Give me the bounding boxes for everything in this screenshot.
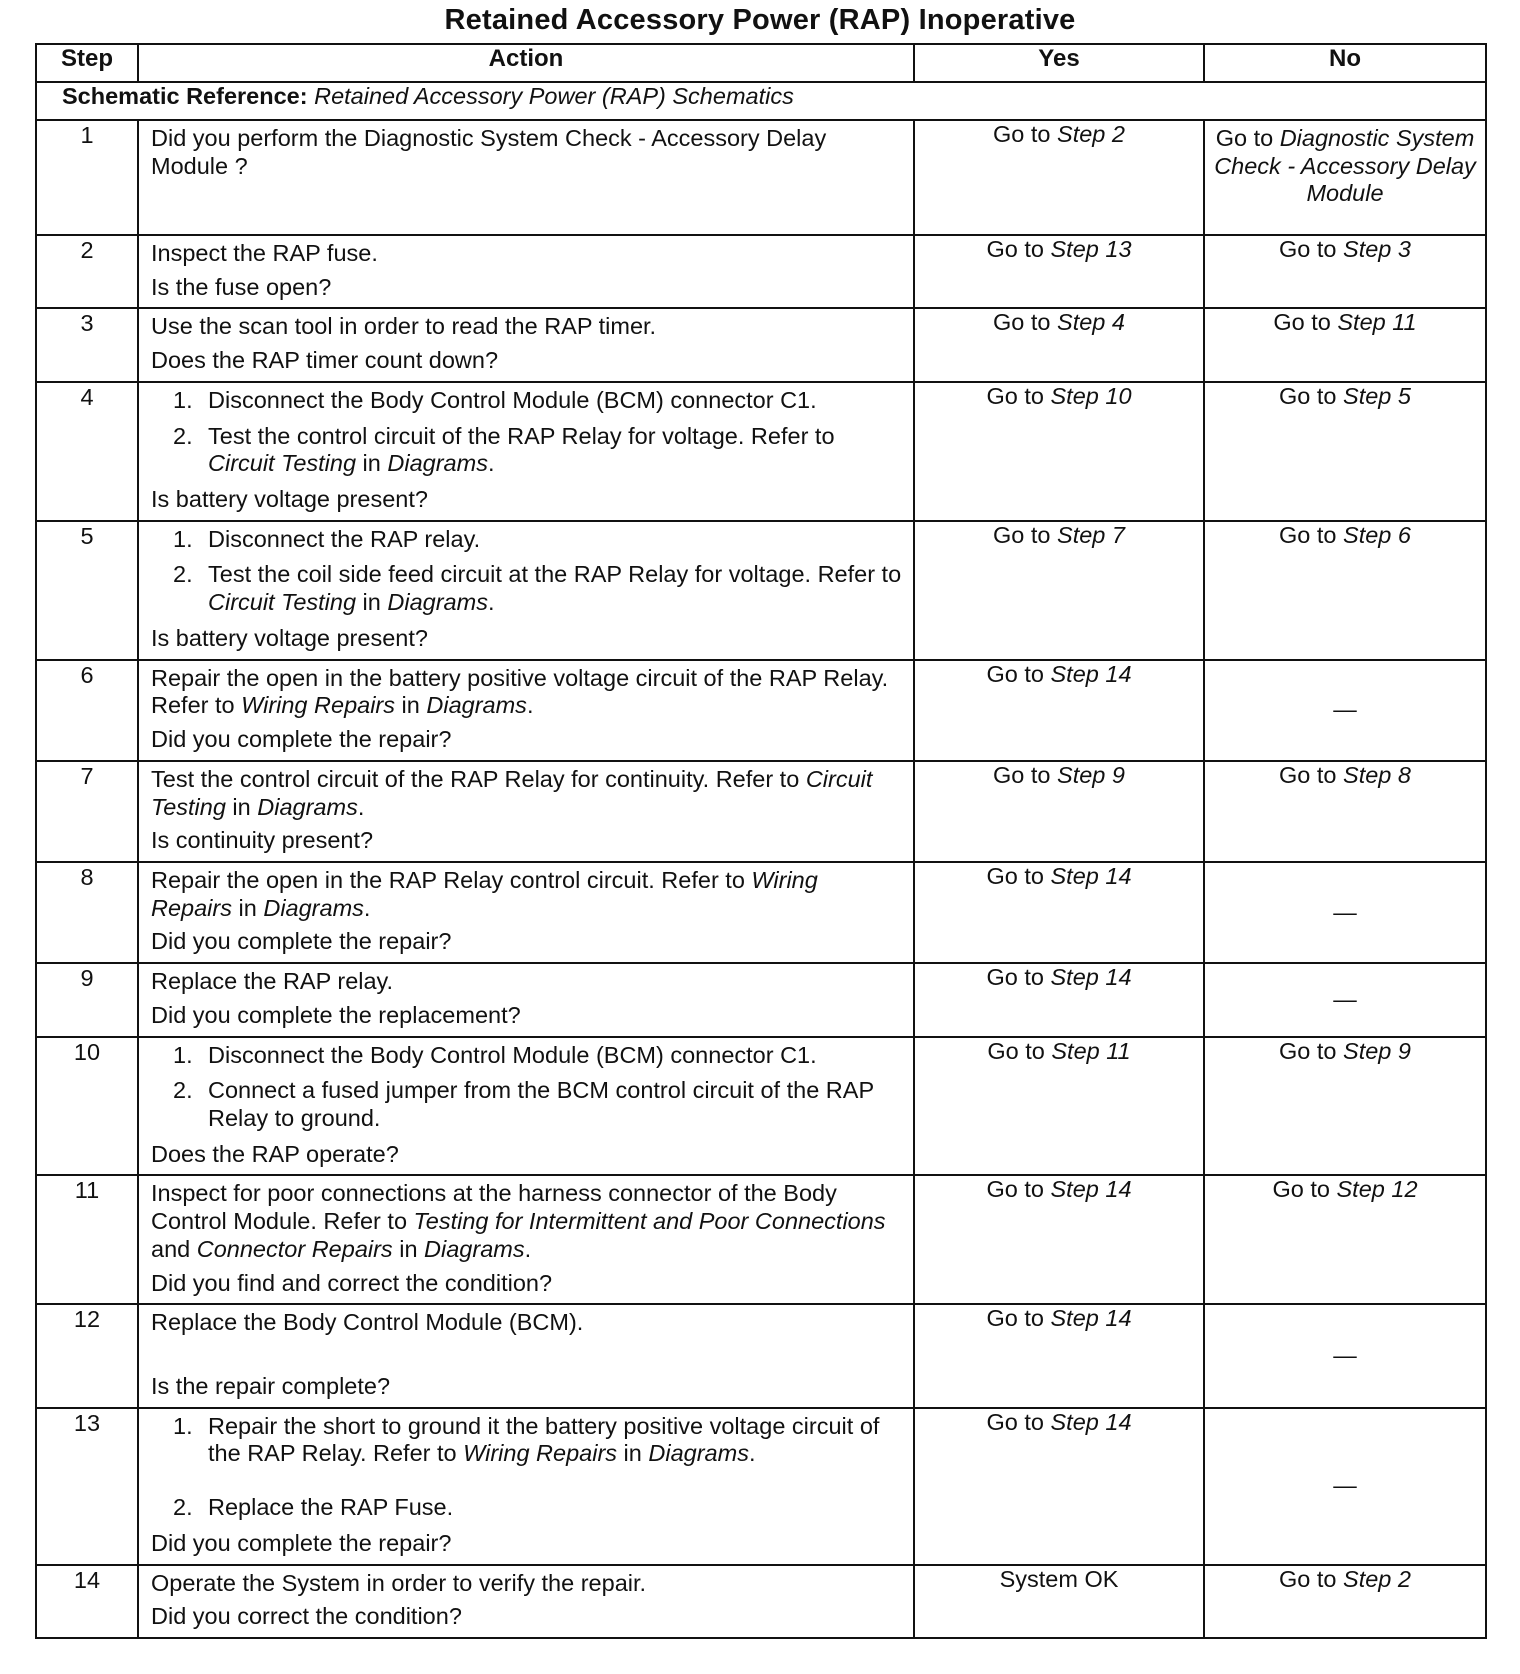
action-cell [138,963,914,1036]
step-row-8 [36,862,1486,963]
reference-text: Diagrams [257,793,358,820]
goto-target: Step 10 [1050,382,1132,409]
no-result: Go to Diagnostic System Check - Accessory Delay Module [1204,120,1486,235]
step-row-7 [36,761,1486,862]
yes-result: Go to Step 14 [914,1408,1204,1565]
yes-result: System OK [914,1565,1204,1638]
reference-text: Connector Repairs [196,1235,393,1262]
step-row-6 [36,660,1486,761]
action-cell [138,235,914,308]
step-number: 14 [36,1565,138,1638]
action-text: Use the scan tool in order to read the RAP timer. [151,313,657,340]
goto-target: Step 8 [1343,761,1411,788]
action-text: Replace the Body Control Module (BCM). [151,1309,584,1336]
action-cell [138,761,914,862]
goto-target: Step 14 [1050,1305,1132,1332]
yes-result: Go to Step 13 [914,235,1204,308]
action-cell [138,1408,914,1565]
step-number: 4 [36,382,138,521]
step-number: 2 [36,235,138,308]
action-question: Is continuity present? [151,827,374,854]
goto-target: Step 14 [1050,1176,1132,1203]
header-action: Action [138,44,914,82]
diagnostic-table [35,43,1487,1639]
action-step-item: 2. Replace the RAP Fuse. [173,1494,454,1521]
goto-target: Step 14 [1050,964,1132,991]
reference-text: Wiring Repairs [463,1440,618,1467]
reference-text: Diagrams [387,450,488,477]
schematic-link: Retained Accessory Power (RAP) Schematics [314,83,794,109]
reference-text: Circuit Testing [151,765,873,820]
action-steps-list [151,1042,903,1133]
schematic-reference [36,82,1486,120]
list-number: 1. [173,1412,193,1439]
action-cell [138,660,914,761]
action-question: Is battery voltage present? [151,486,428,513]
step-row-3 [36,308,1486,381]
action-text: Did you perform the Diagnostic System Check - Accessory Delay Module ? [151,125,827,179]
action-steps-list [151,1413,903,1522]
goto-target: Step 14 [1050,862,1132,889]
action-question: Did you complete the repair? [151,1529,452,1556]
action-question: Did you correct the condition? [151,1603,462,1630]
header-no: No [1204,44,1486,82]
yes-result: Go to Step 14 [914,1304,1204,1407]
schematic-label: Schematic Reference: [62,83,308,109]
step-row-9 [36,963,1486,1036]
yes-result: Go to Step 2 [914,120,1204,235]
yes-result: Go to Step 14 [914,862,1204,963]
action-cell [138,521,914,660]
action-steps-list [151,387,903,478]
reference-text: Testing for Intermittent and Poor Connections [413,1208,886,1235]
step-row-5 [36,521,1486,660]
reference-text: Diagrams [263,894,364,921]
action-text: Repair the open in the battery positive voltage circuit of the RAP Relay. Refer to Wiring Repairs in Diagrams. [151,664,889,719]
action-cell [138,382,914,521]
list-number: 1. [173,1041,193,1068]
action-question: Is the repair complete? [151,1373,391,1399]
step-number: 10 [36,1037,138,1176]
header-row [36,44,1486,82]
goto-target: Step 14 [1050,660,1132,687]
no-result: Go to Step 8 [1204,761,1486,862]
action-question: Did you complete the repair? [151,928,452,955]
step-row-11 [36,1175,1486,1304]
yes-result: Go to Step 14 [914,1175,1204,1304]
goto-target: Diagnostic System Check - Accessory Delay Module [1214,125,1476,207]
goto-target: Step 9 [1057,761,1125,788]
no-result: Go to Step 6 [1204,521,1486,660]
no-result: Go to Step 9 [1204,1037,1486,1176]
reference-text: Wiring Repairs [241,692,396,719]
action-text: Inspect the RAP fuse. [151,240,378,266]
step-row-1 [36,120,1486,235]
goto-target: Step 4 [1057,309,1125,336]
step-number: 9 [36,963,138,1036]
yes-result: Go to Step 10 [914,382,1204,521]
step-number: 5 [36,521,138,660]
action-step-item: 1. Disconnect the Body Control Module (BCM) connector C1. [173,1041,817,1068]
no-result: — [1204,1304,1486,1407]
action-question: Did you complete the replacement? [151,1001,521,1028]
yes-result: Go to Step 9 [914,761,1204,862]
reference-text: Diagrams [424,1235,525,1262]
step-number: 7 [36,761,138,862]
no-result: Go to Step 2 [1204,1565,1486,1638]
step-row-14 [36,1565,1486,1638]
spacer [151,1343,903,1373]
goto-target: Step 6 [1343,521,1411,548]
step-number: 8 [36,862,138,963]
goto-target: Step 14 [1050,1408,1132,1435]
goto-target: Step 2 [1057,121,1125,147]
step-number: 13 [36,1408,138,1565]
page-title: Retained Accessory Power (RAP) Inoperative [444,4,1076,36]
action-step-item: 2. Connect a fused jumper from the BCM control circuit of the RAP Relay to ground. [173,1077,874,1131]
reference-text: Diagrams [387,589,488,616]
goto-target: Step 9 [1343,1037,1411,1064]
no-result: — [1204,963,1486,1036]
no-result: — [1204,1408,1486,1565]
action-step-item: 1. Repair the short to ground it the battery positive voltage circuit of the RAP Relay. Refer to Wiring Repairs in Diagrams. [173,1412,880,1467]
step-number: 6 [36,660,138,761]
yes-result: Go to Step 14 [914,660,1204,761]
yes-result: Go to Step 11 [914,1037,1204,1176]
action-question: Is the fuse open? [151,273,332,300]
action-question: Did you find and correct the condition? [151,1269,553,1296]
list-number: 1. [173,525,193,552]
schematic-reference-row [36,82,1486,120]
action-step-item: 2. Test the coil side feed circuit at the RAP Relay for voltage. Refer to Circuit Testing in Diagrams. [173,561,902,616]
reference-text: Circuit Testing [208,450,357,477]
no-result: Go to Step 12 [1204,1175,1486,1304]
action-question: Does the RAP timer count down? [151,347,499,374]
action-step-item: 1. Disconnect the RAP relay. [173,525,481,552]
header-step: Step [36,44,138,82]
list-number: 2. [173,561,193,588]
goto-target: Step 13 [1050,236,1132,262]
no-result: — [1204,660,1486,761]
yes-result: Go to Step 7 [914,521,1204,660]
step-number: 11 [36,1175,138,1304]
goto-target: Step 3 [1343,236,1411,262]
action-text: Test the control circuit of the RAP Relay for continuity. Refer to Circuit Testing in Diagrams. [151,765,873,820]
action-cell [138,862,914,963]
reference-text: Wiring Repairs [151,866,818,921]
action-question: Did you complete the repair? [151,726,452,753]
yes-result: Go to Step 14 [914,963,1204,1036]
header-yes: Yes [914,44,1204,82]
reference-text: Diagrams [426,692,527,719]
action-text: Replace the RAP relay. [151,968,394,995]
step-number: 12 [36,1304,138,1407]
goto-target: Step 7 [1057,521,1125,548]
action-question: Does the RAP operate? [151,1140,399,1167]
step-row-13 [36,1408,1486,1565]
step-row-10 [36,1037,1486,1176]
action-cell [138,120,914,235]
action-cell [138,1037,914,1176]
goto-target: Step 11 [1051,1037,1131,1064]
action-cell [138,1304,914,1407]
no-result: Go to Step 11 [1204,308,1486,381]
action-steps-list [151,526,903,617]
yes-result: Go to Step 4 [914,308,1204,381]
action-text: Inspect for poor connections at the harness connector of the Body Control Module. Refer to Testing for Intermittent and Poor Connections and Connector Repairs in Diagrams. [151,1180,886,1262]
step-number: 1 [36,120,138,235]
goto-target: Step 2 [1343,1565,1411,1592]
no-result: Go to Step 5 [1204,382,1486,521]
goto-target: Step 11 [1337,309,1417,336]
list-number: 2. [173,422,193,449]
action-cell [138,1565,914,1638]
reference-text: Circuit Testing [208,589,357,616]
no-result: Go to Step 3 [1204,235,1486,308]
action-step-item: 2. Test the control circuit of the RAP Relay for voltage. Refer to Circuit Testing in Diagrams. [173,422,835,477]
action-step-item: 1. Disconnect the Body Control Module (BCM) connector C1. [173,386,817,413]
step-row-4 [36,382,1486,521]
list-number: 1. [173,386,193,413]
action-question: Is battery voltage present? [151,624,428,651]
action-text: Operate the System in order to verify the repair. [151,1569,647,1596]
step-number: 3 [36,308,138,381]
no-result: — [1204,862,1486,963]
list-number: 2. [173,1077,193,1104]
step-row-2 [36,235,1486,308]
goto-target: Step 5 [1343,382,1411,409]
action-text: Repair the open in the RAP Relay control circuit. Refer to Wiring Repairs in Diagrams. [151,866,818,921]
step-row-12 [36,1304,1486,1407]
action-cell [138,308,914,381]
reference-text: Diagrams [648,1440,749,1467]
action-cell [138,1175,914,1304]
goto-target: Step 12 [1336,1176,1418,1203]
list-number: 2. [173,1494,193,1521]
